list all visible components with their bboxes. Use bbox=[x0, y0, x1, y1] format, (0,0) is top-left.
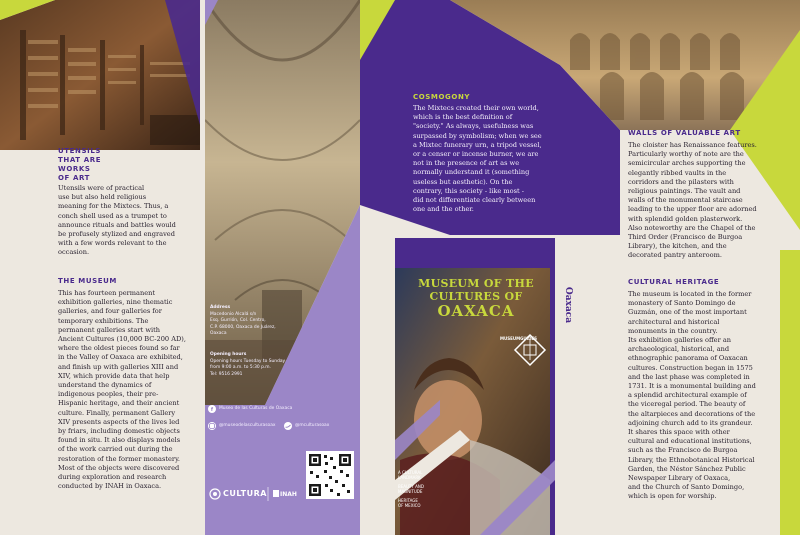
cover-bullet-3: HERITAGE OF MEXICO bbox=[398, 498, 421, 508]
cosmogony-heading: COSMOGONY bbox=[413, 93, 471, 101]
inah-logo-icon bbox=[273, 490, 279, 497]
walls-body: The cloister has Renaissance features. Particularly worthy of note are the semicircular arches supporting the elegantly ribbed vaults in the corridors and the pilasters with religious paintings. The vault and walls of the monumental staircase leading to the upper floor are adorned with splendid golden plasterwork. Also noteworthy are the Chapel of the Third Order (Francisco de Burgoa Library), the kitchen, and the decorated pantry anteroom. bbox=[628, 141, 757, 260]
twitter-link[interactable]: @mculturasoax bbox=[295, 423, 330, 428]
heritage-heading: CULTURAL HERITAGE bbox=[628, 278, 720, 286]
heritage-body: The museum is located in the former monastery of Santo Domingo de Guzmán, one of the most important architectural and historical monuments in the country. Its exhibition galleries offer an archaeological, historical, and ethnographic panorama of Oaxacan cultures. Construction began in 1575 and the last phase was completed in 1731. It is a monumental building and a splendid architectural example of the viceregal period. The beauty of the altarpieces and decorations of the adjoining church add to its grandeur. It shares this space with other cultural and educational institutions, such as the Francisco de Burgoa Library, the Ethnobotanical Historical Garden, the Néstor Sánchez Public Newspaper Library of Oaxaca, and the Church of Santo Domingo, which is open for worship. bbox=[628, 290, 756, 501]
cosmogony-body: The Mixtecs created their own world, which is the best definition of "society." As always, usefulness was surpassed by symbolism; when we see a Mixtec funerary urn, a tripod vessel, or a censer or incense burner, we are not in the presence of art as we normally understand it (something useless but aesthetic). On the contrary, this society - like most - did not differentiate clearly between one and the other. bbox=[413, 104, 542, 214]
address-text: Macedonio Alcalá s/n Esq. Gurrión, Col. Centro, C.P. 68000, Oaxaca de Juárez, Oaxaca bbox=[210, 312, 276, 337]
instagram-link[interactable]: @museodelasculturasoax bbox=[219, 423, 276, 428]
cover-series-label: MUSEUMGUIDES bbox=[500, 336, 538, 341]
hours-text: Opening hours Tuesday to Sunday from 9:00 a.m. to 5:30 p.m. Tel: 9516 2991 bbox=[210, 359, 286, 377]
walls-heading: WALLS OF VALUABLE ART bbox=[628, 129, 741, 137]
instagram-icon bbox=[208, 422, 216, 430]
svg-text:f: f bbox=[210, 407, 214, 413]
cover-spine-text: Oaxaca bbox=[563, 286, 573, 324]
cover-bullet-2: BEAUTY AND MAGNITUDE bbox=[398, 484, 424, 494]
cultura-logo-text: CULTURA bbox=[223, 489, 267, 498]
cover-title-line3: OAXACA bbox=[437, 302, 515, 320]
facebook-link[interactable]: Museo de las Culturas de Oaxaca bbox=[219, 406, 293, 411]
museum-body: This has fourteen permanent exhibition galleries, nine thematic galleries, and four galleries for temporary exhibitions. The permanent galleries start with Ancient Cultures (10,000 BC-200 AD), where the oldest pieces found so far in the Valley of Oaxaca are exhibited, and finish up with galleries XIII and XIV, which provide data that help understand the dynamics of indigenous peoples, their pre- Hispanic heritage, and their ancient culture. Finally, permanent Gallery XIV presents aspects of the lives led by friars, including domestic objects found in situ. It also displays models of the work carried out during the restoration of the former monastery. Most of the objects were discovered during exploration and research conducted by INAH in Oaxaca. bbox=[58, 289, 186, 491]
qr-code bbox=[306, 451, 354, 499]
museum-heading: THE MUSEUM bbox=[58, 277, 117, 285]
address-heading: Address bbox=[210, 305, 231, 310]
cover-title-line2: CULTURES OF bbox=[429, 290, 523, 303]
cover-bullet-1: A CULTURAL LANDMARK bbox=[398, 470, 423, 480]
twitter-icon bbox=[284, 422, 292, 430]
cover-title bbox=[400, 277, 552, 320]
cover-title-line1: MUSEUM OF THE bbox=[418, 277, 534, 290]
hours-heading: Opening hours bbox=[210, 352, 247, 357]
utensils-heading: UTENSILS THAT ARE WORKS OF ART bbox=[58, 147, 102, 182]
inah-logo-text: INAH bbox=[280, 491, 297, 498]
utensils-body: Utensils were of practical use but also held religious meaning for the Mixtecs. Thus, a conch shell used as a trumpet to announce rituals and battles would be profusely stylized and engraved with a few words relevant to the occasion. bbox=[58, 184, 176, 257]
cover-spine-bg bbox=[555, 238, 580, 535]
facebook-icon bbox=[208, 405, 216, 413]
library-photo bbox=[0, 0, 200, 150]
